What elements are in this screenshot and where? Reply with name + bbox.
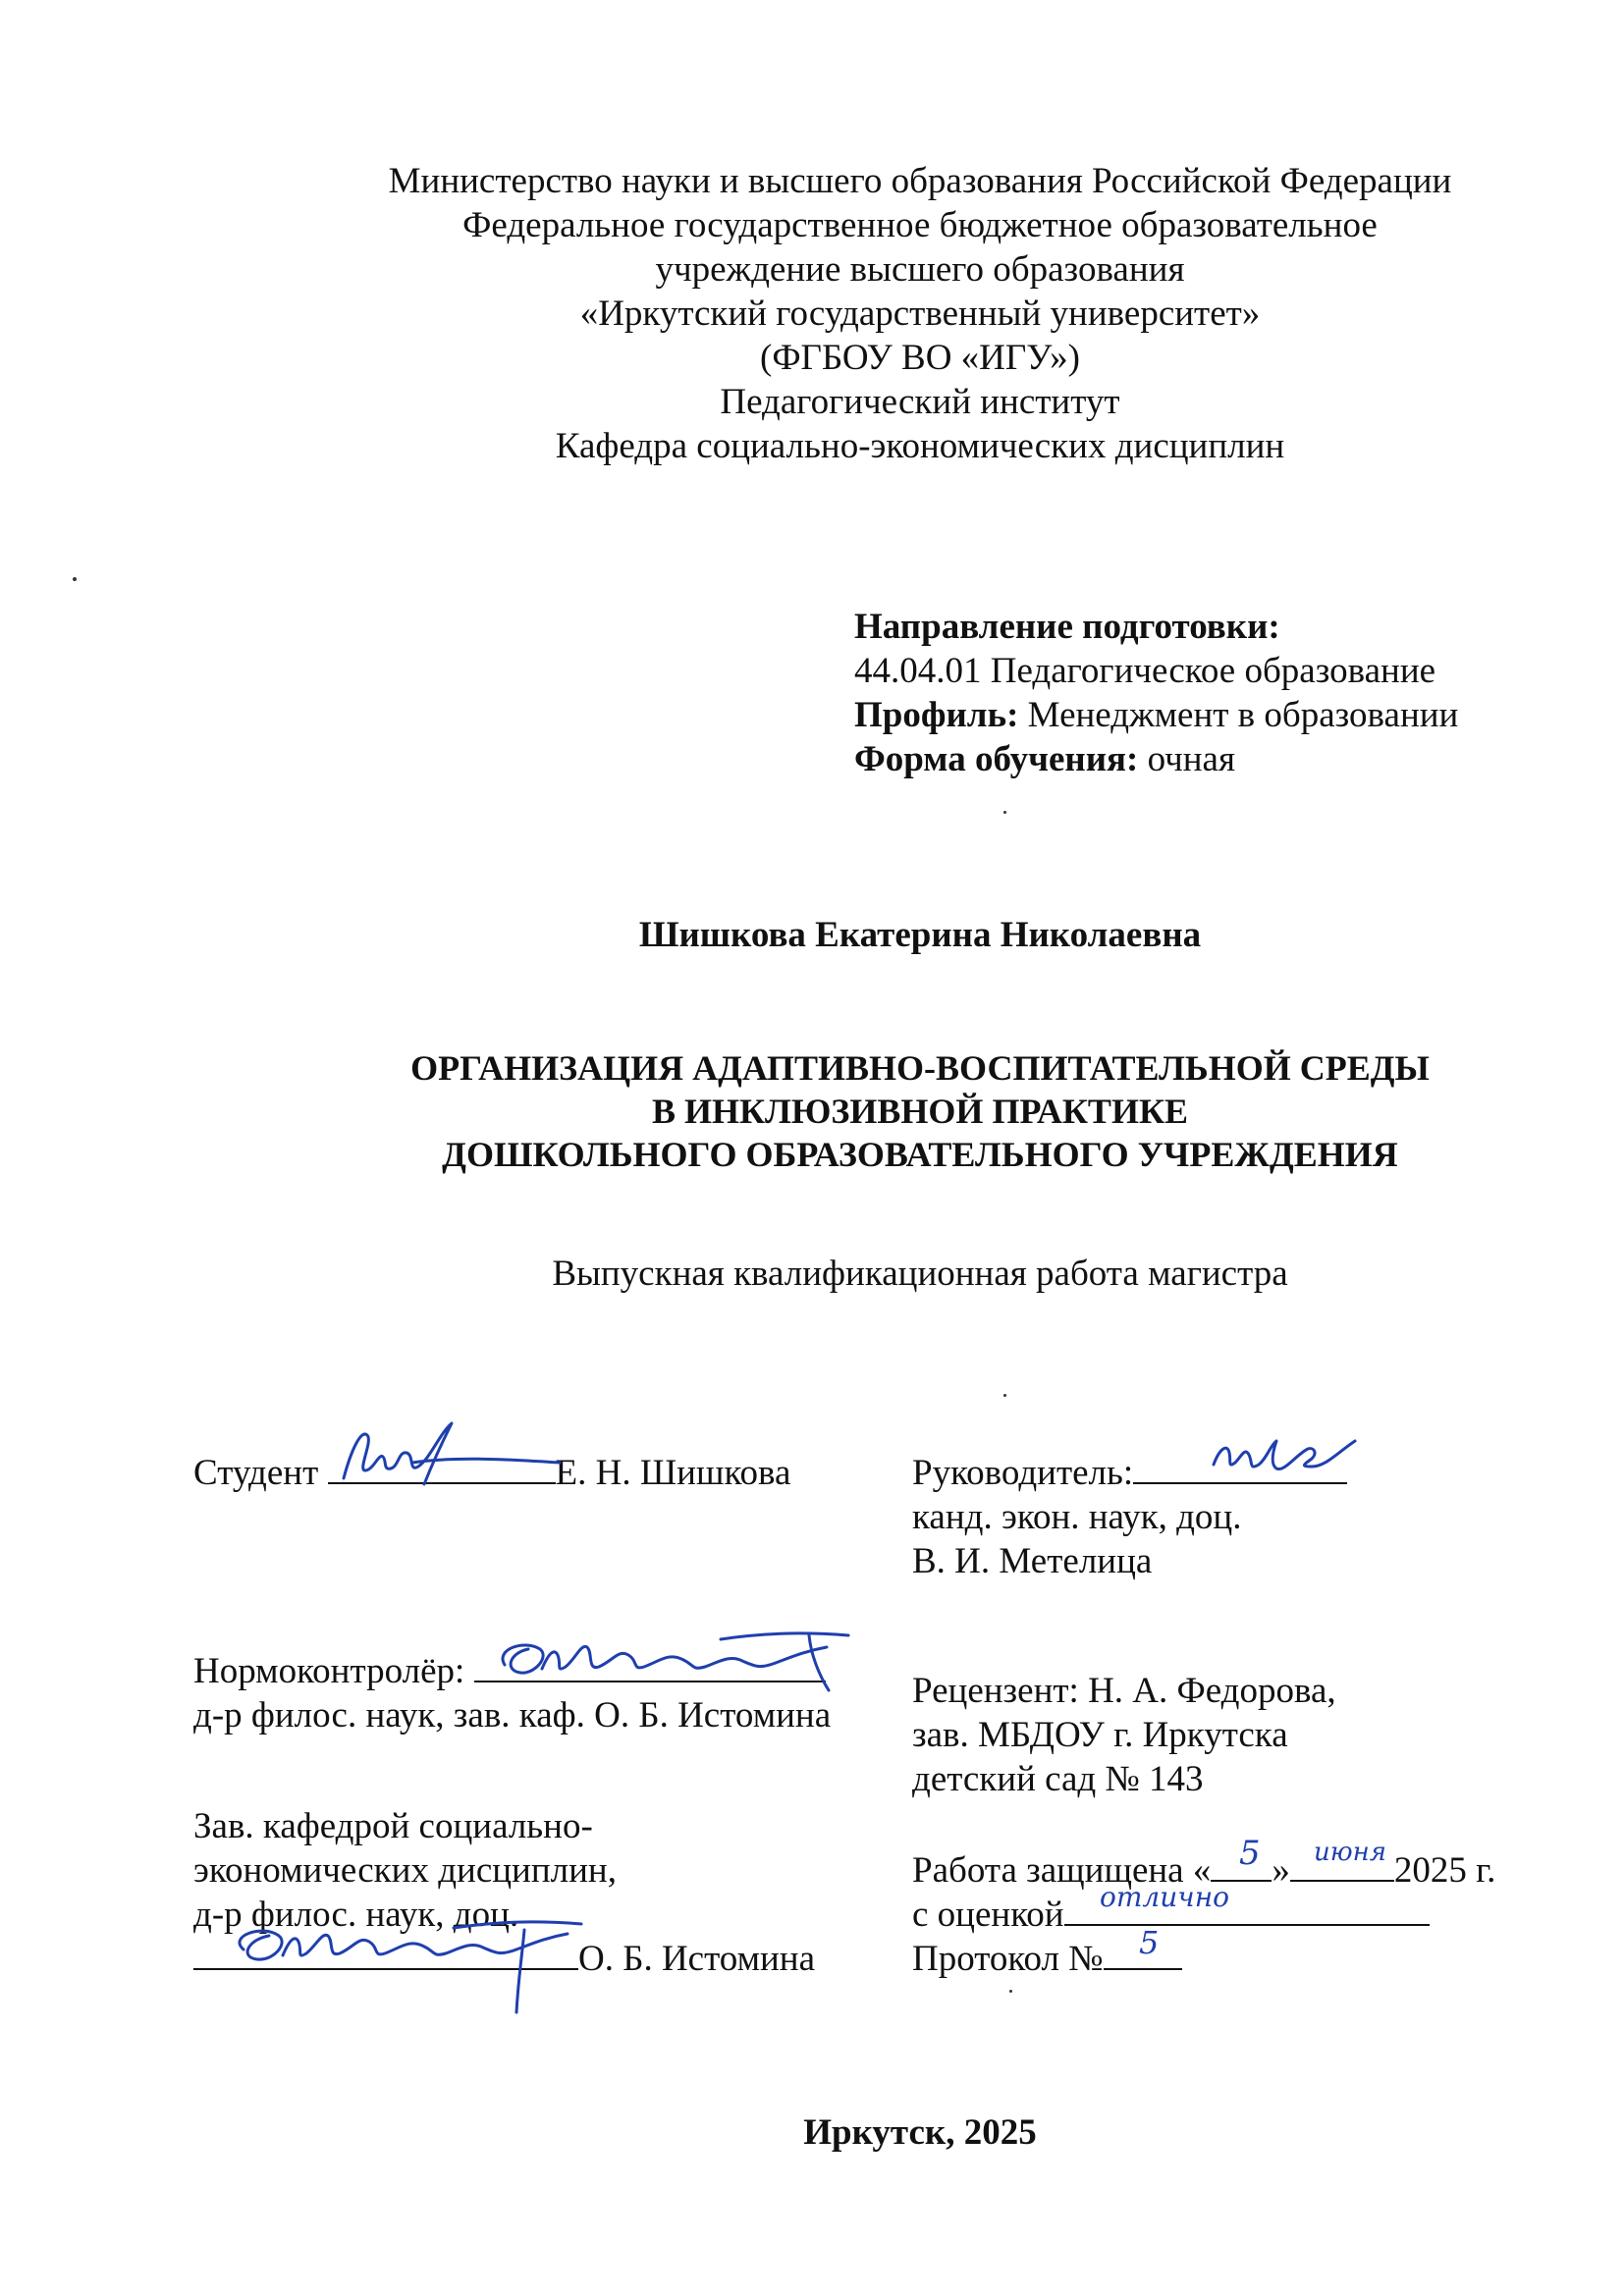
handwritten-day: 5 (1239, 1834, 1261, 1873)
ministry-line: Министерство науки и высшего образования Российской Федерации (388, 161, 1452, 201)
head-signature-icon (208, 1914, 601, 2022)
norm-label: Нормоконтролёр: (193, 1651, 465, 1691)
profile-value: Менеджмент в образовании (1018, 695, 1459, 735)
supervisor-name: В. И. Метелица (912, 1541, 1153, 1581)
defended-mid: » (1272, 1850, 1290, 1891)
institute-line: Педагогический институт (720, 382, 1120, 422)
head-line-2: экономических дисциплин, (193, 1850, 617, 1891)
form-line (854, 737, 1235, 782)
federal-line: Федеральное государственное бюджетное образовательное (462, 205, 1378, 245)
scan-speck (73, 577, 77, 581)
supervisor-signature-icon (1206, 1425, 1363, 1484)
form-label: Форма обучения: (854, 739, 1139, 779)
university-name-line: «Иркутский государственный университет» (579, 294, 1261, 334)
title-line-2: В ИНКЛЮЗИВНОЙ ПРАКТИКЕ (651, 1092, 1189, 1131)
student-name: Е. Н. Шишкова (555, 1453, 791, 1493)
scan-speck (1003, 811, 1006, 814)
head-name: О. Б. Истомина (578, 1939, 816, 1979)
protocol-label: Протокол № (912, 1939, 1104, 1979)
handwritten-protocol: 5 (1139, 1924, 1160, 1961)
reviewer-line-3: детский сад № 143 (912, 1759, 1204, 1799)
head-line-1: Зав. кафедрой социально- (193, 1806, 593, 1846)
scan-speck (1003, 1394, 1006, 1397)
form-value: очная (1138, 739, 1236, 779)
university-abbr-line: (ФГБОУ ВО «ИГУ») (760, 338, 1080, 378)
profile-label: Профиль: (854, 695, 1019, 735)
title-line-3: ДОШКОЛЬНОГО ОБРАЗОВАТЕЛЬНОГО УЧРЕЖДЕНИЯ (442, 1135, 1398, 1174)
work-type: Выпускная квалификационная работа магистра (552, 1254, 1288, 1294)
norm-signature-icon (485, 1626, 858, 1704)
city-year: Иркутск, 2025 (803, 2112, 1037, 2153)
student-label: Студент (193, 1453, 319, 1493)
department-line: Кафедра социально-экономических дисциплин (555, 426, 1285, 466)
defended-year: 2025 г. (1393, 1850, 1496, 1891)
head-line-3: д-р филос. наук, доц. (193, 1895, 519, 1935)
reviewer-line-1: Рецензент: Н. А. Федорова, (912, 1671, 1336, 1711)
direction-value: 44.04.01 Педагогическое образование (854, 651, 1436, 691)
institution-type-line: учреждение высшего образования (655, 249, 1185, 290)
profile-line (854, 693, 1458, 738)
supervisor-label: Руководитель: (912, 1453, 1134, 1493)
direction-label: Направление подготовки: (854, 607, 1280, 647)
grade-label: с оценкой (912, 1895, 1064, 1935)
supervisor-degree: канд. экон. наук, доц. (912, 1497, 1242, 1537)
student-signature-icon (334, 1410, 569, 1498)
scan-speck (1009, 1990, 1012, 1993)
handwritten-grade: отлично (1100, 1881, 1229, 1913)
title-line-1: ОРГАНИЗАЦИЯ АДАПТИВНО-ВОСПИТАТЕЛЬНОЙ СРЕДЫ (410, 1048, 1430, 1088)
author-name: Шишкова Екатерина Николаевна (638, 915, 1202, 955)
reviewer-line-2: зав. МБДОУ г. Иркутска (912, 1715, 1288, 1755)
norm-details: д-р филос. наук, зав. каф. О. Б. Истомина (193, 1695, 832, 1735)
defended-prefix: Работа защищена « (912, 1850, 1212, 1891)
handwritten-month: июня (1314, 1838, 1386, 1867)
